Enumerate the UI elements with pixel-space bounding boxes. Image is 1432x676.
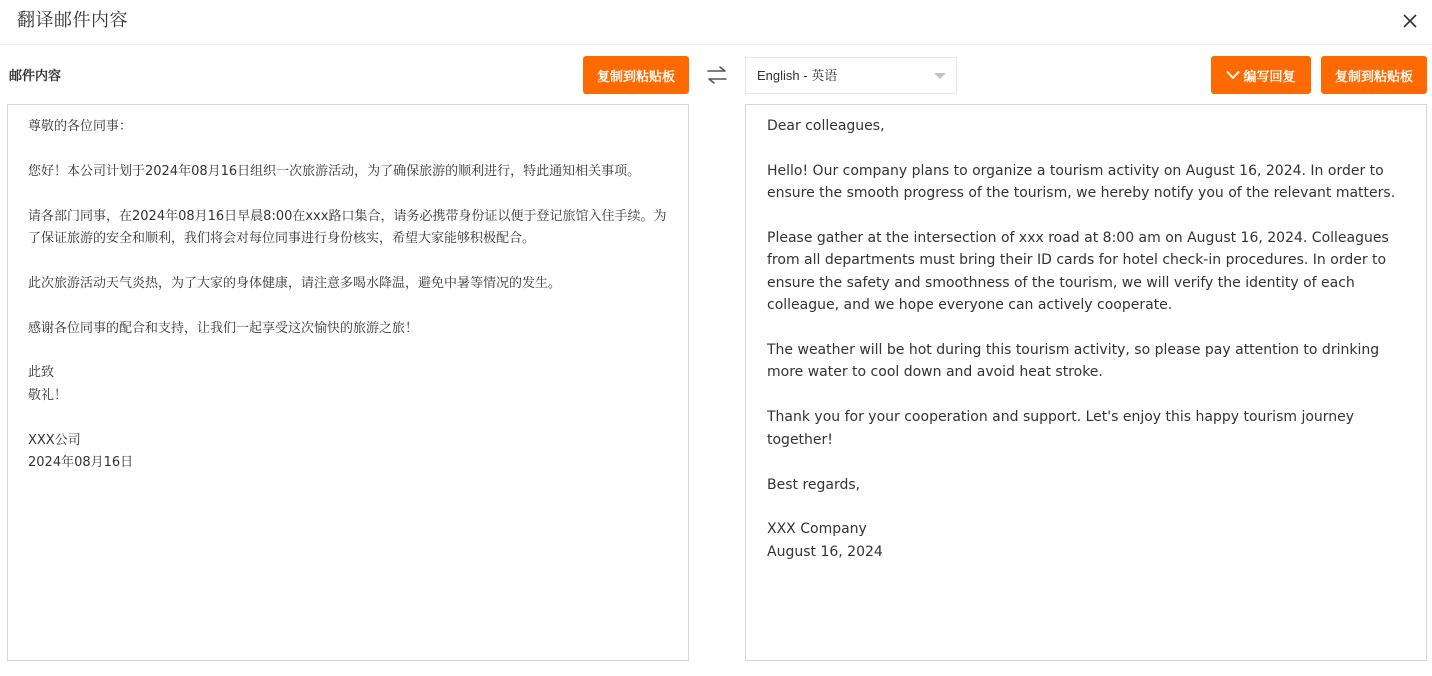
copy-translation-button[interactable]: 复制到粘贴板	[1321, 56, 1427, 94]
chevron-down-icon	[1226, 70, 1240, 80]
close-button[interactable]	[1398, 9, 1422, 33]
translated-email-textbox[interactable]	[745, 104, 1427, 661]
target-language-select[interactable]	[745, 57, 957, 94]
copy-source-button[interactable]: 复制到粘贴板	[583, 56, 689, 94]
source-panel-label: 邮件内容	[9, 69, 62, 84]
compose-reply-label: 编写回复	[1243, 69, 1296, 85]
swap-arrows-icon	[704, 64, 730, 86]
source-email-content: 尊敬的各位同事： 您好！本公司计划于2024年08月16日组织一次旅游活动，为了确保旅游的顺利进行，特此通知相关事项。 请各部门同事，在2024年08月16日早晨8:00在xxx路口集合，请务必携带身份证以便于登记旅馆入住手续。为了保证旅游的安全和顺利，我们将会对每位同事进行身份核实，希望大家能够积极配合。 此次旅游活动天气炎热，为了大家的身体健康，请注意多喝水降温，避免中暑等情况的发生。 感谢各位同事的配合和支持，让我们一起享受这次愉快的旅游之旅！ 此致 敬礼！ XXX公司 2024年08月16日	[28, 119, 667, 471]
target-language-value: English - 英语	[757, 68, 838, 83]
close-icon	[1403, 14, 1417, 28]
swap-language-button[interactable]	[704, 64, 730, 86]
dropdown-caret-icon	[934, 73, 946, 79]
compose-reply-button[interactable]	[1211, 56, 1311, 94]
translated-email-content: Dear colleagues, Hello! Our company plans to organize a tourism activity on August 16, 2024. In order to ensure the smooth progress of the tourism, we hereby notify you of the relevant matters. Please gather at the intersection of xxx road at 8:00 am on August 16, 2024. Colleagues from all departments must bring their ID cards for hotel check-in procedures. In order to ensure the safety and smoothness of the tourism, we will verify the identity of each colleague, and we hope everyone can actively cooperate. The weather will be hot during this tourism activity, so please pay attention to drinking more water to cool down and avoid heat stroke. Thank you for your cooperation and support. Let's enjoy this happy tourism journey together! Best regards, XXX Company August 16, 2024	[767, 118, 1396, 560]
dialog-header	[0, 0, 1432, 45]
source-email-textbox[interactable]	[7, 104, 689, 661]
dialog-title: 翻译邮件内容	[17, 10, 128, 31]
